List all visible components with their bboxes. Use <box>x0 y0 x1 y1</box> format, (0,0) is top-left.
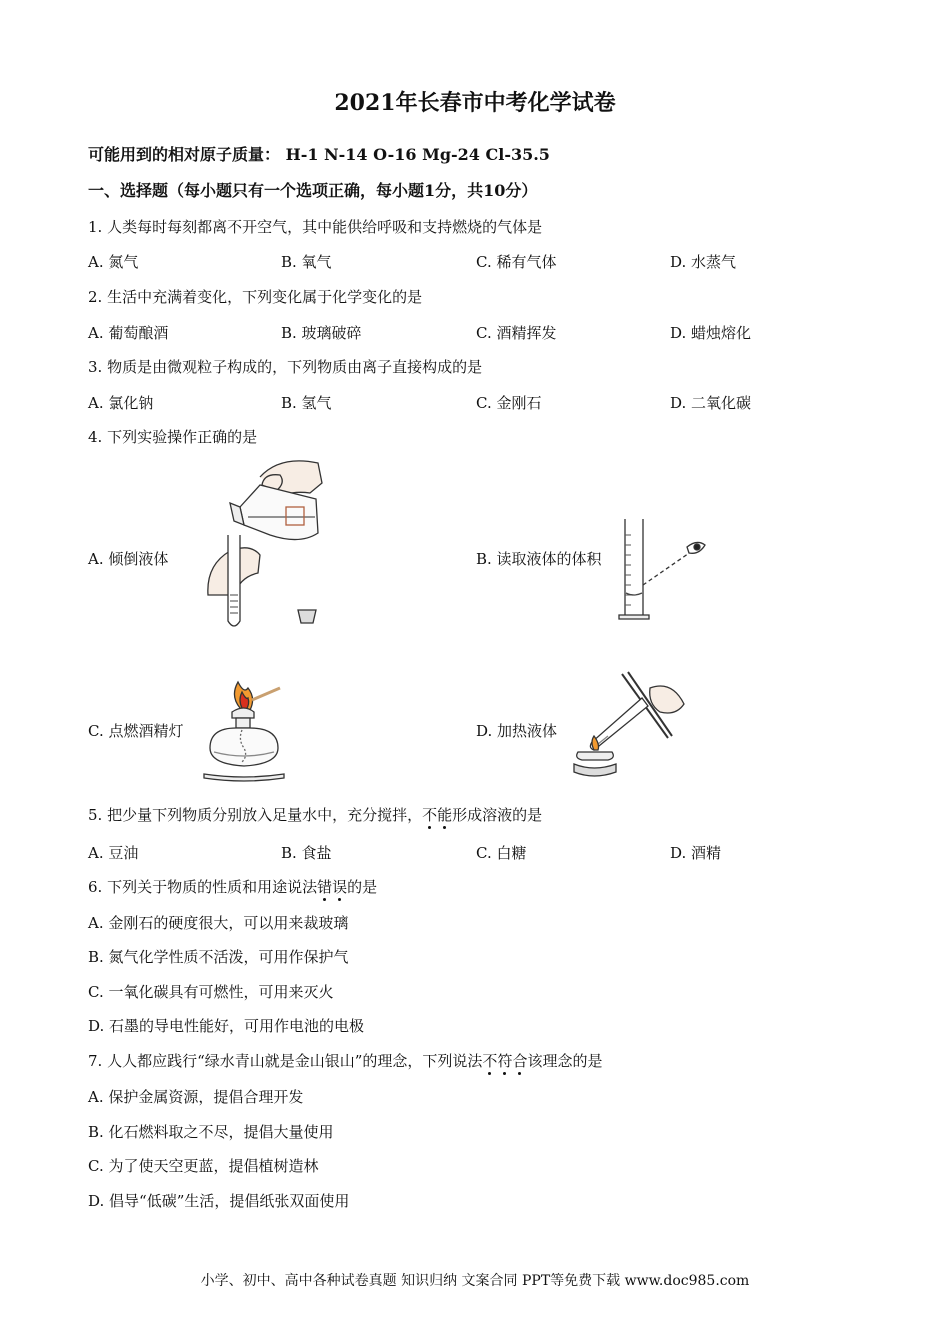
q6-stem-post: 的是 <box>347 878 378 896</box>
q7-stem-pre: 7. 人人都应践行“绿水青山就是金山银山”的理念，下列说法 <box>88 1052 483 1070</box>
q7-option-b: B. 化石燃料取之不尽，提倡大量使用 <box>88 1123 334 1141</box>
page-title: 2021年长春市中考化学试卷 <box>334 90 616 116</box>
q6-option-c: C. 一氧化碳具有可燃性，可用来灭火 <box>88 983 334 1001</box>
emphasis-char: 不 <box>422 806 438 824</box>
q2-option-b: B. 玻璃破碎 <box>281 324 362 342</box>
q1-option-c: C. 稀有气体 <box>476 253 557 271</box>
question-6-stem <box>88 876 377 897</box>
alcohol-lamp-illustration <box>200 678 300 783</box>
emphasis-char: 合 <box>512 1052 528 1070</box>
q5-option-c: C. 白糖 <box>476 844 527 862</box>
q3-option-c: C. 金刚石 <box>476 394 542 412</box>
q4-option-d: D. 加热液体 <box>476 722 558 740</box>
q1-option-b: B. 氧气 <box>281 253 332 271</box>
q4-option-a: A. 倾倒液体 <box>88 550 169 568</box>
emphasis-char: 能 <box>437 806 453 824</box>
q3-option-b: B. 氢气 <box>281 394 332 412</box>
q6-option-a: A. 金刚石的硬度很大，可以用来裁玻璃 <box>88 914 349 932</box>
q5-option-b: B. 食盐 <box>281 844 332 862</box>
question-7-stem <box>88 1050 602 1071</box>
q2-option-a: A. 葡萄酿酒 <box>88 324 169 342</box>
q7-option-c: C. 为了使天空更蓝，提倡植树造林 <box>88 1157 319 1175</box>
heating-liquid-illustration <box>568 668 693 783</box>
question-4-stem: 4. 下列实验操作正确的是 <box>88 428 258 446</box>
q1-option-d: D. 水蒸气 <box>670 253 737 271</box>
q6-stem-pre: 6. 下列关于物质的性质和用途说法 <box>88 878 318 896</box>
emphasis-char: 不 <box>482 1052 498 1070</box>
q4-option-b: B. 读取液体的体积 <box>476 550 602 568</box>
q4-option-c: C. 点燃酒精灯 <box>88 722 184 740</box>
emphasis-char: 误 <box>332 878 348 896</box>
q5-stem-pre: 5. 把少量下列物质分别放入足量水中，充分搅拌， <box>88 806 423 824</box>
q5-option-a: A. 豆油 <box>88 844 139 862</box>
q5-stem-post: 形成溶液的是 <box>452 806 543 824</box>
question-3-stem: 3. 物质是由微观粒子构成的，下列物质由离子直接构成的是 <box>88 358 483 376</box>
question-1-stem: 1. 人类每时每刻都离不开空气，其中能供给呼吸和支持燃烧的气体是 <box>88 218 543 236</box>
q7-stem-post: 该理念的是 <box>527 1052 603 1070</box>
pouring-liquid-illustration <box>200 455 340 635</box>
q6-option-d: D. 石墨的导电性能好，可用作电池的电极 <box>88 1017 365 1035</box>
q5-option-d: D. 酒精 <box>670 844 722 862</box>
question-2-stem: 2. 生活中充满着变化，下列变化属于化学变化的是 <box>88 288 423 306</box>
q6-option-b: B. 氮气化学性质不活泼，可用作保护气 <box>88 948 349 966</box>
atomic-mass-line: 可能用到的相对原子质量： H-1 N-14 O-16 Mg-24 Cl-35.5 <box>88 145 550 164</box>
q2-option-c: C. 酒精挥发 <box>476 324 557 342</box>
q2-option-d: D. 蜡烛熔化 <box>670 324 752 342</box>
q7-option-d: D. 倡导“低碳”生活，提倡纸张双面使用 <box>88 1192 350 1210</box>
section-heading: 一、选择题（每小题只有一个选项正确，每小题1分，共10分） <box>88 181 538 200</box>
graduated-cylinder-illustration <box>615 515 715 625</box>
emphasis-char: 错 <box>317 878 333 896</box>
q3-option-a: A. 氯化钠 <box>88 394 154 412</box>
question-5-stem <box>88 804 542 825</box>
q1-option-a: A. 氮气 <box>88 253 139 271</box>
emphasis-char: 符 <box>497 1052 513 1070</box>
q3-option-d: D. 二氧化碳 <box>670 394 752 412</box>
page-footer: 小学、初中、高中各种试卷真题 知识归纳 文案合同 PPT等免费下载 www.doc985.com <box>200 1273 750 1289</box>
q7-option-a: A. 保护金属资源，提倡合理开发 <box>88 1088 304 1106</box>
